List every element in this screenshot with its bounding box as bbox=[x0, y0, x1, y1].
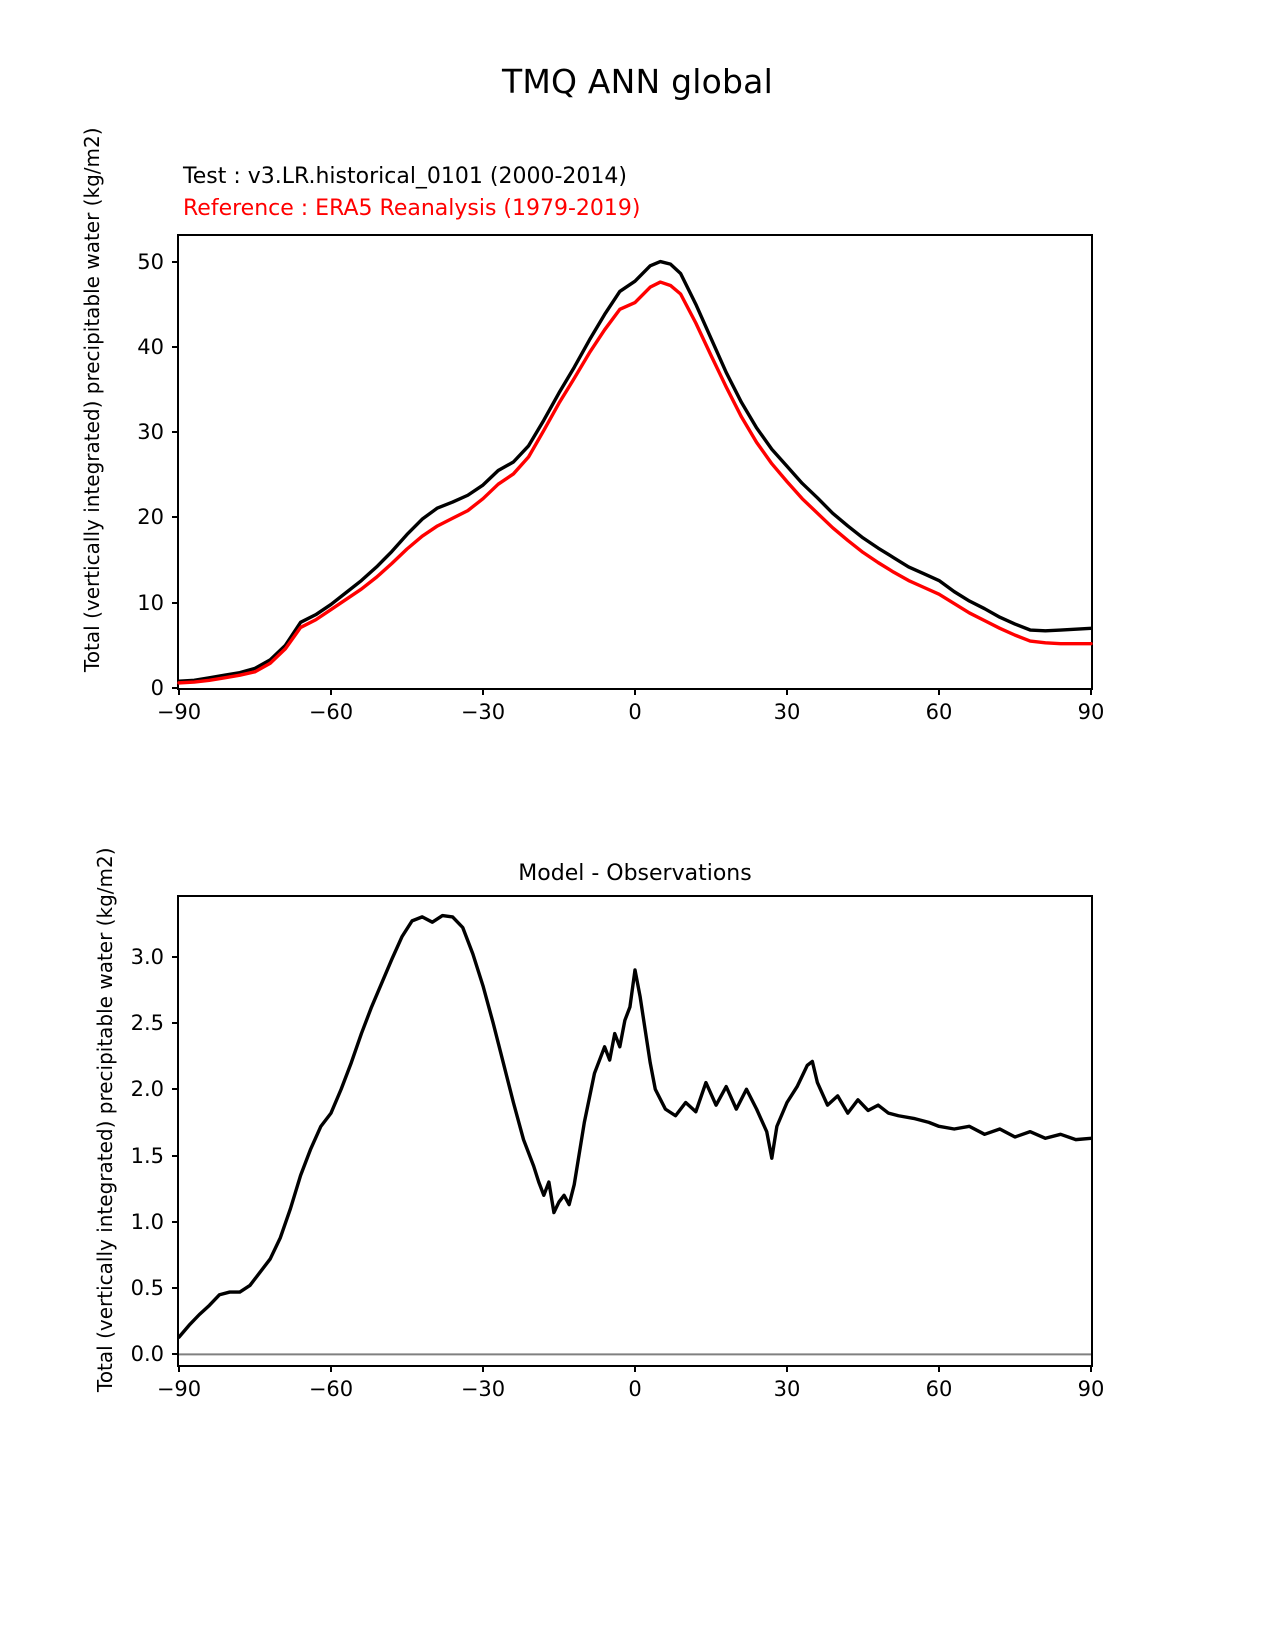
y-tick-label: 20 bbox=[137, 505, 164, 530]
x-tick-label: −30 bbox=[460, 1377, 506, 1401]
y-axis-label-top: Total (vertically integrated) precipitable water (kg/m2) bbox=[80, 127, 104, 672]
y-tick-mark bbox=[172, 956, 179, 958]
y-tick-label: 50 bbox=[137, 249, 164, 274]
legend-reference-label: Reference : ERA5 Reanalysis (1979-2019) bbox=[183, 196, 641, 221]
x-tick-mark bbox=[1090, 688, 1092, 695]
y-tick-mark bbox=[172, 687, 179, 689]
x-tick-mark bbox=[330, 688, 332, 695]
panel-zonal-mean bbox=[0, 127, 1275, 760]
series-line-0 bbox=[179, 916, 1091, 1338]
y-tick-label: 0.0 bbox=[130, 1342, 164, 1367]
x-tick-label: 30 bbox=[773, 700, 801, 724]
x-tick-label: −90 bbox=[156, 700, 202, 724]
panel2-title: Model - Observations bbox=[518, 861, 752, 886]
y-tick-label: 2.0 bbox=[130, 1077, 164, 1102]
x-tick-mark bbox=[482, 1365, 484, 1372]
plot-area-top bbox=[177, 234, 1093, 690]
y-tick-label: 0.5 bbox=[130, 1276, 164, 1301]
y-tick-mark bbox=[172, 261, 179, 263]
x-tick-label: 0 bbox=[628, 700, 642, 724]
x-tick-mark bbox=[178, 1365, 180, 1372]
zonal-mean-curves bbox=[179, 236, 1091, 688]
x-tick-label: −60 bbox=[308, 700, 354, 724]
x-tick-label: 0 bbox=[628, 1377, 642, 1401]
x-tick-mark bbox=[178, 688, 180, 695]
y-tick-label: 3.0 bbox=[130, 944, 164, 969]
y-tick-mark bbox=[172, 1353, 179, 1355]
y-tick-mark bbox=[172, 431, 179, 433]
x-tick-mark bbox=[938, 1365, 940, 1372]
page-title: TMQ ANN global bbox=[502, 62, 773, 101]
x-tick-label: −60 bbox=[308, 1377, 354, 1401]
y-tick-label: 30 bbox=[137, 420, 164, 445]
y-tick-label: 0 bbox=[150, 676, 164, 700]
x-tick-label: 90 bbox=[1077, 700, 1105, 724]
series-line-1 bbox=[179, 282, 1091, 683]
y-tick-mark bbox=[172, 1022, 179, 1024]
y-tick-mark bbox=[172, 1287, 179, 1289]
y-tick-mark bbox=[172, 346, 179, 348]
y-tick-label: 1.5 bbox=[130, 1143, 164, 1168]
x-tick-label: −30 bbox=[460, 700, 506, 724]
x-tick-mark bbox=[938, 688, 940, 695]
y-tick-mark bbox=[172, 1155, 179, 1157]
difference-curve bbox=[179, 897, 1091, 1365]
legend-test-label: Test : v3.LR.historical_0101 (2000-2014) bbox=[183, 164, 627, 189]
x-tick-label: 60 bbox=[925, 1377, 953, 1401]
x-tick-label: 30 bbox=[773, 1377, 801, 1401]
y-tick-label: 40 bbox=[137, 334, 164, 359]
y-tick-mark bbox=[172, 1088, 179, 1090]
x-tick-label: 90 bbox=[1077, 1377, 1105, 1401]
plot-area-bottom bbox=[177, 895, 1093, 1367]
x-tick-mark bbox=[1090, 1365, 1092, 1372]
x-tick-label: 60 bbox=[925, 700, 953, 724]
x-tick-mark bbox=[634, 1365, 636, 1372]
x-tick-mark bbox=[786, 688, 788, 695]
y-tick-mark bbox=[172, 516, 179, 518]
x-tick-label: −90 bbox=[156, 1377, 202, 1401]
panel-difference bbox=[0, 847, 1275, 1415]
y-tick-label: 2.5 bbox=[130, 1010, 164, 1035]
x-tick-mark bbox=[634, 688, 636, 695]
x-tick-mark bbox=[482, 688, 484, 695]
y-axis-label-bottom: Total (vertically integrated) precipitable water (kg/m2) bbox=[93, 847, 117, 1392]
x-tick-mark bbox=[786, 1365, 788, 1372]
y-tick-label: 1.0 bbox=[130, 1209, 164, 1234]
x-tick-mark bbox=[330, 1365, 332, 1372]
y-tick-mark bbox=[172, 602, 179, 604]
y-tick-mark bbox=[172, 1221, 179, 1223]
y-tick-label: 10 bbox=[137, 590, 164, 615]
